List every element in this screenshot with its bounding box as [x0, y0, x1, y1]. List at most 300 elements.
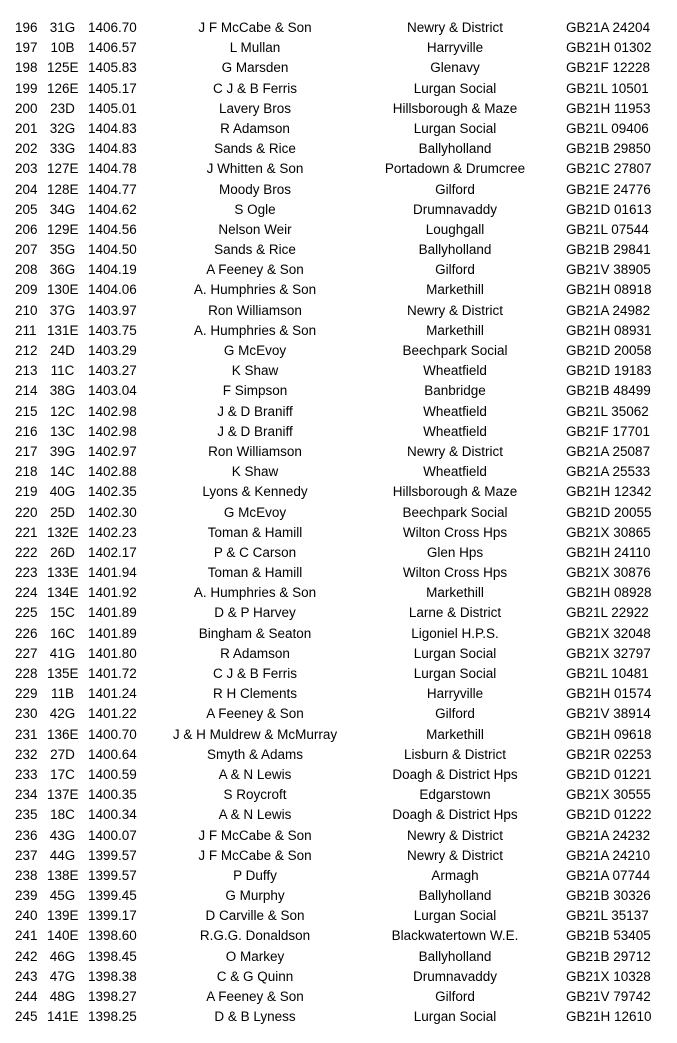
table-row — [0, 220, 677, 240]
club-cell: Ligoniel H.P.S. — [411, 625, 499, 641]
velocity-cell: 1400.34 — [88, 807, 137, 823]
table-row — [0, 785, 677, 805]
ring-number-cell: GB21L 22922 — [566, 605, 649, 621]
fancier-name-cell: Moody Bros — [218, 181, 292, 197]
club-cell: Newry & District — [406, 302, 503, 318]
ring-number-cell: GB21B 29841 — [566, 242, 651, 258]
position-cell: 226 — [15, 625, 38, 641]
club-cell: Wheatfield — [423, 423, 487, 439]
position-cell: 204 — [15, 181, 38, 197]
velocity-cell: 1400.59 — [88, 766, 137, 782]
club-cell: Newry & District — [406, 443, 503, 459]
position-cell: 233 — [15, 766, 38, 782]
fancier-name-cell: S Ogle — [234, 201, 276, 217]
table-row — [0, 1007, 677, 1027]
position-cell: 232 — [15, 746, 38, 762]
section-cell: 13C — [50, 423, 75, 439]
fancier-name-cell: A. Humphries & Son — [193, 585, 317, 601]
table-row — [0, 725, 677, 745]
fancier-name-cell: D Carville & Son — [205, 908, 305, 924]
position-cell: 243 — [15, 968, 38, 984]
club-cell: Ballyholland — [418, 141, 492, 157]
position-cell: 212 — [15, 343, 38, 358]
velocity-cell: 1403.97 — [88, 302, 137, 318]
fancier-name-cell: G Murphy — [225, 888, 285, 904]
velocity-cell: 1401.72 — [88, 666, 137, 681]
fancier-name-cell: J & D Braniff — [217, 403, 293, 419]
position-cell: 213 — [15, 363, 38, 379]
table-row — [0, 341, 677, 361]
velocity-cell: 1401.89 — [88, 605, 137, 621]
section-cell: 134E — [47, 585, 79, 601]
position-cell: 228 — [15, 666, 38, 681]
table-row — [0, 38, 677, 58]
table-row — [0, 18, 677, 38]
velocity-cell: 1406.70 — [88, 20, 137, 35]
position-cell: 234 — [15, 787, 38, 803]
ring-number-cell: GB21A 24232 — [566, 827, 651, 843]
velocity-cell: 1404.83 — [88, 120, 137, 136]
section-cell: 12C — [50, 403, 75, 419]
position-cell: 205 — [15, 201, 38, 217]
club-cell: Newry & District — [406, 20, 503, 35]
table-row — [0, 99, 677, 119]
club-cell: Banbridge — [424, 383, 486, 399]
ring-number-cell: GB21A 24210 — [566, 847, 651, 863]
position-cell: 218 — [15, 464, 38, 480]
position-cell: 211 — [15, 322, 37, 338]
section-cell: 130E — [47, 282, 79, 298]
ring-number-cell: GB21B 30326 — [566, 888, 651, 904]
club-cell: Hillsborough & Maze — [392, 100, 518, 116]
velocity-cell: 1401.94 — [88, 565, 137, 581]
club-cell: Drumnavaddy — [412, 968, 498, 984]
club-cell: Loughgall — [425, 221, 485, 237]
table-row — [0, 79, 677, 99]
club-cell: Larne & District — [408, 605, 502, 621]
section-cell: 26D — [50, 544, 75, 560]
club-cell: Doagh & District Hps — [392, 766, 518, 782]
ring-number-cell: GB21D 01613 — [566, 201, 652, 217]
position-cell: 196 — [15, 20, 38, 35]
position-cell: 199 — [15, 80, 38, 96]
position-cell: 206 — [15, 221, 38, 237]
velocity-cell: 1400.64 — [88, 746, 137, 762]
position-cell: 230 — [15, 706, 38, 722]
position-cell: 242 — [15, 948, 38, 964]
velocity-cell: 1400.70 — [88, 726, 137, 742]
section-cell: 42G — [49, 706, 76, 722]
ring-number-cell: GB21L 07544 — [566, 221, 649, 237]
velocity-cell: 1404.83 — [88, 141, 137, 157]
table-row — [0, 139, 677, 159]
ring-number-cell: GB21A 25087 — [566, 443, 651, 459]
fancier-name-cell: Sands & Rice — [214, 242, 296, 258]
position-cell: 227 — [15, 645, 38, 661]
section-cell: 138E — [47, 867, 79, 883]
ring-number-cell: GB21L 10481 — [566, 666, 649, 681]
position-cell: 203 — [15, 161, 38, 177]
club-cell: Wheatfield — [423, 403, 487, 419]
table-row — [0, 180, 677, 200]
section-cell: 35G — [49, 242, 76, 258]
club-cell: Lisburn & District — [403, 746, 507, 762]
ring-number-cell: GB21H 12610 — [566, 1009, 652, 1025]
club-cell: Armagh — [431, 867, 479, 883]
ring-number-cell: GB21H 11953 — [566, 100, 651, 116]
ring-number-cell: GB21H 24110 — [566, 544, 651, 560]
velocity-cell: 1401.89 — [88, 625, 137, 641]
fancier-name-cell: A & N Lewis — [218, 766, 292, 782]
fancier-name-cell: Smyth & Adams — [206, 746, 304, 762]
position-cell: 236 — [15, 827, 38, 843]
velocity-cell: 1405.83 — [88, 60, 137, 76]
position-cell: 237 — [15, 847, 38, 863]
velocity-cell: 1403.29 — [88, 343, 137, 358]
section-cell: 46G — [49, 948, 76, 964]
ring-number-cell: GB21D 20058 — [566, 343, 652, 358]
club-cell: Blackwatertown W.E. — [391, 928, 519, 944]
ring-number-cell: GB21B 29850 — [566, 141, 651, 157]
table-row — [0, 684, 677, 704]
ring-number-cell: GB21C 27807 — [566, 161, 652, 177]
table-row — [0, 422, 677, 442]
ring-number-cell: GB21X 30865 — [566, 524, 651, 540]
ring-number-cell: GB21B 53405 — [566, 928, 651, 944]
table-row — [0, 846, 677, 866]
club-cell: Portadown & Drumcree — [384, 161, 526, 177]
section-cell: 40G — [49, 484, 76, 500]
table-row — [0, 462, 677, 482]
section-cell: 131E — [47, 322, 79, 338]
section-cell: 14C — [50, 464, 75, 480]
velocity-cell: 1404.78 — [88, 161, 137, 177]
club-cell: Markethill — [426, 726, 484, 742]
club-cell: Gilford — [435, 181, 475, 197]
fancier-name-cell: J F McCabe & Son — [198, 847, 312, 863]
velocity-cell: 1401.22 — [88, 706, 137, 722]
section-cell: 141E — [47, 1009, 79, 1025]
table-row — [0, 745, 677, 765]
ring-number-cell: GB21V 38905 — [566, 262, 651, 278]
club-cell: Ballyholland — [418, 242, 492, 258]
position-cell: 238 — [15, 867, 38, 883]
velocity-cell: 1399.57 — [88, 867, 137, 883]
fancier-name-cell: F Simpson — [222, 383, 288, 399]
ring-number-cell: GB21H 08928 — [566, 585, 652, 601]
ring-number-cell: GB21X 30555 — [566, 787, 651, 803]
table-row — [0, 947, 677, 967]
club-cell: Glen Hps — [426, 544, 484, 560]
fancier-name-cell: O Markey — [225, 948, 285, 964]
velocity-cell: 1402.88 — [88, 464, 137, 480]
velocity-cell: 1403.75 — [88, 322, 137, 338]
club-cell: Newry & District — [406, 827, 503, 843]
club-cell: Markethill — [426, 282, 484, 298]
club-cell: Lurgan Social — [413, 120, 497, 136]
section-cell: 27D — [50, 746, 75, 762]
section-cell: 129E — [47, 221, 79, 237]
section-cell: 34G — [49, 201, 76, 217]
ring-number-cell: GB21F 12228 — [566, 60, 651, 76]
fancier-name-cell: R Adamson — [220, 645, 290, 661]
section-cell: 139E — [47, 908, 79, 924]
section-cell: 126E — [47, 80, 79, 96]
position-cell: 224 — [15, 585, 38, 601]
club-cell: Gilford — [435, 262, 475, 278]
velocity-cell: 1398.45 — [88, 948, 137, 964]
section-cell: 128E — [47, 181, 79, 197]
velocity-cell: 1400.07 — [88, 827, 137, 843]
section-cell: 48G — [49, 989, 76, 1004]
table-row — [0, 381, 677, 401]
position-cell: 240 — [15, 908, 38, 924]
section-cell: 43G — [49, 827, 76, 843]
table-row — [0, 200, 677, 220]
section-cell: 47G — [49, 968, 76, 984]
position-cell: 214 — [15, 383, 38, 399]
velocity-cell: 1404.50 — [88, 242, 137, 258]
section-cell: 135E — [47, 666, 79, 681]
club-cell: Newry & District — [406, 847, 503, 863]
velocity-cell: 1404.56 — [88, 221, 137, 237]
fancier-name-cell: K Shaw — [231, 464, 279, 480]
ring-number-cell: GB21H 12342 — [566, 484, 652, 500]
position-cell: 201 — [15, 120, 38, 136]
section-cell: 23D — [50, 100, 75, 116]
ring-number-cell: GB21L 10501 — [566, 80, 649, 96]
section-cell: 18C — [50, 807, 75, 823]
table-row — [0, 967, 677, 987]
ring-number-cell: GB21D 01222 — [566, 807, 652, 823]
table-row — [0, 603, 677, 623]
section-cell: 24D — [50, 343, 75, 358]
position-cell: 210 — [15, 302, 38, 318]
ring-number-cell: GB21X 10328 — [566, 968, 651, 984]
velocity-cell: 1404.62 — [88, 201, 137, 217]
section-cell: 31G — [49, 20, 76, 35]
table-row — [0, 240, 677, 260]
velocity-cell: 1403.04 — [88, 383, 137, 399]
ring-number-cell: GB21H 09618 — [566, 726, 652, 742]
velocity-cell: 1401.92 — [88, 585, 137, 601]
section-cell: 140E — [47, 928, 79, 944]
fancier-name-cell: Lavery Bros — [218, 100, 292, 116]
ring-number-cell: GB21A 25533 — [566, 464, 651, 480]
velocity-cell: 1406.57 — [88, 40, 137, 56]
fancier-name-cell: Lyons & Kennedy — [202, 484, 308, 500]
club-cell: Lurgan Social — [413, 666, 497, 681]
table-row — [0, 321, 677, 341]
ring-number-cell: GB21V 79742 — [566, 989, 651, 1004]
fancier-name-cell: A Feeney & Son — [206, 706, 304, 722]
club-cell: Harryville — [426, 686, 484, 702]
section-cell: 16C — [50, 625, 75, 641]
ring-number-cell: GB21B 48499 — [566, 383, 651, 399]
fancier-name-cell: Ron Williamson — [208, 443, 302, 459]
section-cell: 127E — [47, 161, 79, 177]
table-row — [0, 805, 677, 825]
section-cell: 38G — [49, 383, 76, 399]
velocity-cell: 1399.17 — [88, 908, 137, 924]
club-cell: Ballyholland — [418, 888, 492, 904]
section-cell: 125E — [47, 60, 79, 76]
velocity-cell: 1402.17 — [88, 544, 137, 560]
club-cell: Lurgan Social — [413, 1009, 497, 1025]
velocity-cell: 1398.25 — [88, 1009, 137, 1025]
table-row — [0, 886, 677, 906]
velocity-cell: 1405.17 — [88, 80, 137, 96]
position-cell: 231 — [15, 726, 38, 742]
fancier-name-cell: S Roycroft — [223, 787, 287, 803]
section-cell: 36G — [49, 262, 76, 278]
position-cell: 219 — [15, 484, 38, 500]
club-cell: Hillsborough & Maze — [392, 484, 518, 500]
ring-number-cell: GB21X 32048 — [566, 625, 651, 641]
position-cell: 209 — [15, 282, 38, 298]
section-cell: 32G — [49, 120, 76, 136]
fancier-name-cell: A. Humphries & Son — [193, 322, 317, 338]
fancier-name-cell: G McEvoy — [223, 343, 287, 358]
results-table — [0, 18, 677, 1027]
table-row — [0, 664, 677, 684]
table-row — [0, 866, 677, 886]
fancier-name-cell: G McEvoy — [223, 504, 287, 520]
velocity-cell: 1402.35 — [88, 484, 137, 500]
position-cell: 197 — [15, 40, 38, 56]
fancier-name-cell: J & D Braniff — [217, 423, 293, 439]
club-cell: Markethill — [426, 585, 484, 601]
fancier-name-cell: A Feeney & Son — [206, 262, 304, 278]
velocity-cell: 1404.06 — [88, 282, 137, 298]
club-cell: Wheatfield — [423, 464, 487, 480]
club-cell: Markethill — [426, 322, 484, 338]
table-row — [0, 442, 677, 462]
position-cell: 207 — [15, 242, 38, 258]
table-row — [0, 402, 677, 422]
table-row — [0, 361, 677, 381]
position-cell: 241 — [15, 928, 38, 944]
section-cell: 37G — [49, 302, 76, 318]
fancier-name-cell: J Whitten & Son — [206, 161, 304, 177]
table-row — [0, 906, 677, 926]
table-row — [0, 765, 677, 785]
table-row — [0, 826, 677, 846]
table-row — [0, 644, 677, 664]
table-row — [0, 926, 677, 946]
ring-number-cell: GB21B 29712 — [566, 948, 651, 964]
velocity-cell: 1403.27 — [88, 363, 137, 379]
club-cell: Wheatfield — [423, 363, 487, 379]
club-cell: Gilford — [435, 989, 475, 1004]
table-row — [0, 704, 677, 724]
fancier-name-cell: J F McCabe & Son — [198, 20, 312, 35]
section-cell: 10B — [50, 40, 75, 56]
fancier-name-cell: R H Clements — [212, 686, 298, 702]
club-cell: Wilton Cross Hps — [402, 565, 508, 581]
section-cell: 44G — [49, 847, 76, 863]
ring-number-cell: GB21H 08931 — [566, 322, 652, 338]
position-cell: 221 — [15, 524, 38, 540]
velocity-cell: 1399.45 — [88, 888, 137, 904]
fancier-name-cell: Nelson Weir — [218, 221, 292, 237]
section-cell: 45G — [49, 888, 76, 904]
ring-number-cell: GB21L 09406 — [566, 120, 649, 136]
velocity-cell: 1402.97 — [88, 443, 137, 459]
club-cell: Edgarstown — [419, 787, 491, 803]
fancier-name-cell: L Mullan — [229, 40, 281, 56]
fancier-name-cell: R Adamson — [220, 120, 290, 136]
fancier-name-cell: Bingham & Seaton — [198, 625, 312, 641]
table-row — [0, 301, 677, 321]
section-cell: 15C — [50, 605, 75, 621]
velocity-cell: 1398.60 — [88, 928, 137, 944]
velocity-cell: 1402.98 — [88, 423, 137, 439]
section-cell: 17C — [50, 766, 75, 782]
velocity-cell: 1401.80 — [88, 645, 137, 661]
club-cell: Beechpark Social — [402, 504, 508, 520]
velocity-cell: 1399.57 — [88, 847, 137, 863]
club-cell: Drumnavaddy — [412, 201, 498, 217]
ring-number-cell: GB21X 32797 — [566, 645, 651, 661]
position-cell: 225 — [15, 605, 38, 621]
fancier-name-cell: D & B Lyness — [214, 1009, 296, 1025]
club-cell: Beechpark Social — [402, 343, 508, 358]
position-cell: 220 — [15, 504, 38, 520]
velocity-cell: 1402.98 — [88, 403, 137, 419]
ring-number-cell: GB21A 24204 — [566, 20, 651, 35]
position-cell: 245 — [15, 1009, 38, 1025]
velocity-cell: 1404.77 — [88, 181, 137, 197]
ring-number-cell: GB21A 07744 — [566, 867, 651, 883]
fancier-name-cell: C J & B Ferris — [212, 80, 297, 96]
section-cell: 11C — [50, 363, 75, 379]
position-cell: 208 — [15, 262, 38, 278]
table-row — [0, 624, 677, 644]
club-cell: Ballyholland — [418, 948, 492, 964]
fancier-name-cell: R.G.G. Donaldson — [199, 928, 311, 944]
section-cell: 137E — [47, 787, 79, 803]
position-cell: 235 — [15, 807, 38, 823]
section-cell: 41G — [49, 645, 76, 661]
table-row — [0, 58, 677, 78]
position-cell: 244 — [15, 989, 38, 1004]
ring-number-cell: GB21X 30876 — [566, 565, 651, 581]
fancier-name-cell: D & P Harvey — [214, 605, 296, 621]
ring-number-cell: GB21L 35062 — [566, 403, 649, 419]
velocity-cell: 1401.24 — [88, 686, 137, 702]
table-row — [0, 523, 677, 543]
fancier-name-cell: J F McCabe & Son — [198, 827, 312, 843]
table-row — [0, 119, 677, 139]
fancier-name-cell: A. Humphries & Son — [193, 282, 317, 298]
fancier-name-cell: P Duffy — [233, 867, 277, 883]
velocity-cell: 1398.27 — [88, 989, 137, 1004]
position-cell: 239 — [15, 888, 38, 904]
position-cell: 200 — [15, 100, 38, 116]
fancier-name-cell: Toman & Hamill — [207, 524, 303, 540]
ring-number-cell: GB21H 08918 — [566, 282, 652, 298]
table-row — [0, 260, 677, 280]
position-cell: 202 — [15, 141, 38, 157]
position-cell: 229 — [15, 686, 38, 702]
fancier-name-cell: K Shaw — [231, 363, 279, 379]
ring-number-cell: GB21E 24776 — [566, 181, 651, 197]
position-cell: 198 — [15, 60, 38, 76]
fancier-name-cell: Ron Williamson — [208, 302, 302, 318]
fancier-name-cell: A & N Lewis — [218, 807, 292, 823]
fancier-name-cell: Sands & Rice — [214, 141, 296, 157]
